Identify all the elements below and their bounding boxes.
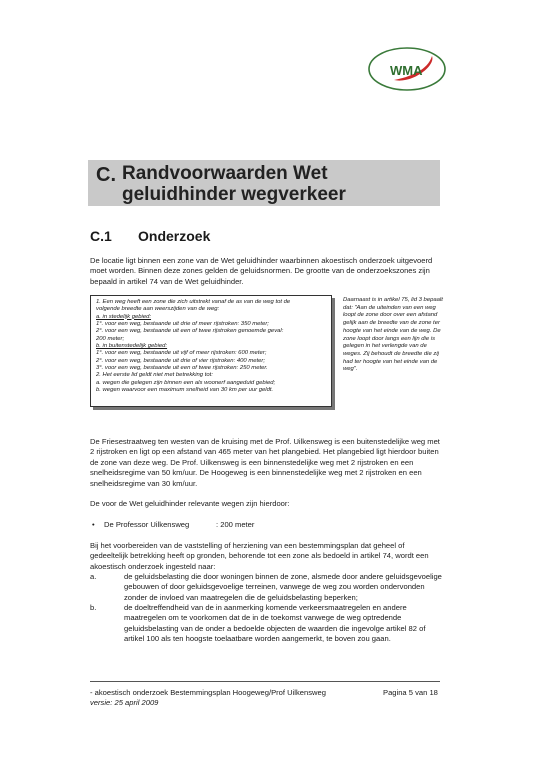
road-distance: : 200 meter <box>216 520 255 529</box>
quote-subheading: a. in stedelijk gebied: <box>96 313 152 320</box>
relevant-roads-intro: De voor de Wet geluidhinder relevante wegen zijn hierdoor: <box>90 499 290 508</box>
chapter-title: Randvoorwaarden Wet geluidhinder wegverkeer <box>122 163 346 205</box>
quote-line: volgende breedte aan weerszijden van de weg: <box>96 306 220 313</box>
quote-line: 1. Een weg heeft een zone die zich uitstrekt vanaf de as van de weg tot de <box>96 299 291 305</box>
chapter-letter: C. <box>96 164 116 186</box>
footer-version: versie: 25 april 2009 <box>90 698 159 708</box>
law-quote-box <box>90 295 332 407</box>
quote-line: 2°. voor een weg, bestaande uit een of twee rijstroken genoemde geval: <box>96 328 284 335</box>
footer-info <box>90 688 326 708</box>
road-name: De Professor Uilkensweg <box>104 520 190 529</box>
quote-line: 1°. voor een weg, bestaande uit drie of meer rijstroken: 350 meter; <box>96 321 269 328</box>
quote-line: 3°. voor een weg, bestaande uit een of twee rijstroken: 250 meter. <box>96 365 268 372</box>
section-number: C.1 <box>90 228 112 244</box>
quote-line: 200 meter; <box>96 335 125 342</box>
list-marker: a. <box>90 572 97 581</box>
chapter-banner <box>88 160 440 206</box>
quote-subheading: b. in buitenstedelijk gebied: <box>96 343 168 350</box>
page-number: Pagina 5 van 18 <box>383 688 438 697</box>
footer-divider <box>90 681 440 682</box>
procedure-paragraph: Bij het voorbereiden van de vaststelling of herziening van een bestemmingsplan dat geheel of gedeeltelijk betrekking heeft op gronden, behorende tot een zone als bedoeld in artikel 74, wordt een akoestisch onderzoek ingesteld naar: <box>90 541 429 571</box>
list-marker: b. <box>90 603 97 612</box>
wma-logo <box>366 44 448 94</box>
situation-paragraph: De Friesestraatweg ten westen van de kruising met de Prof. Uilkensweg is een buitenstedelijke weg met 2 rijstroken en ligt op een afstand van 465 meter van het plangebied. Het plangebied ligt hierdoor buiten de zone van deze weg. De Prof. Uilkensweg is een binnenstedelijke weg met 2 rijstroken en een snelheidsregime van 50 km/uur. De Hoogeweg is een binnenstedelijke weg met 2 rijstroken en een snelheidsregime van 30 km/uur. <box>90 437 440 488</box>
side-note: Daarnaast is in artikel 75, lid 3 bepaalt dat: "Aan de uiteinden van een weg loopt de zone door over een afstand gelijk aan de breedte van de zone ter hoogte van het einde van de weg. De zone loopt door langs een lijn die is gelegen in het verlengde van de weges. Zij behoudt de breedte die zij had ter hoogte van het einde van de weg". <box>343 297 443 373</box>
bullet: • <box>92 520 95 529</box>
quote-line: 2. Het eerste lid geldt niet met betrekking tot: <box>96 372 213 379</box>
footer-title: - akoestisch onderzoek Bestemmingsplan Hoogeweg/Prof Uilkensweg <box>90 688 326 697</box>
list-item-text: de geluidsbelasting die door woningen binnen de zone, alsmede door andere geluidsgevoelige gebouwen of door geluidsgevoelige terreinen, vanwege de weg zou worden ondervonden zonder de invloed van maatregelen die de geluidsbelasting beperken; <box>124 572 442 602</box>
section-title: Onderzoek <box>138 228 211 244</box>
quote-line: 2°. voor een weg, bestaande uit drie of vier rijstroken: 400 meter; <box>96 357 266 364</box>
logo-text: WMA <box>390 63 423 78</box>
intro-paragraph: De locatie ligt binnen een zone van de Wet geluidhinder waarbinnen akoestisch onderzoek uitgevoerd moet worden. Binnen deze zones gelden de geluidsnormen. De grootte van de onderzoekszones zijn bepaald in artikel 74 van de Wet geluidhinder. <box>90 256 433 286</box>
quote-line: a. wegen die gelegen zijn binnen een als woonerf aangeduid gebied; <box>96 379 276 386</box>
quote-line: b. wegen waarvoor een maximum snelheid van 30 km per uur geldt. <box>96 387 274 394</box>
quote-line: 1°. voor een weg, bestaande uit vijf of meer rijstroken: 600 meter; <box>96 350 267 357</box>
list-item-text: de doeltreffendheid van de in aanmerking komende verkeersmaatregelen en andere maatregelen om te voorkomen dat de in de toekomst vanwege de weg optredende geluidsbelasting van de onder a bedoelde objecten de waarden die ingevolge artikel 82 of artikel 100 als ten hoogste toelaatbare worden aangemerkt, te boven zou gaan. <box>124 603 426 644</box>
